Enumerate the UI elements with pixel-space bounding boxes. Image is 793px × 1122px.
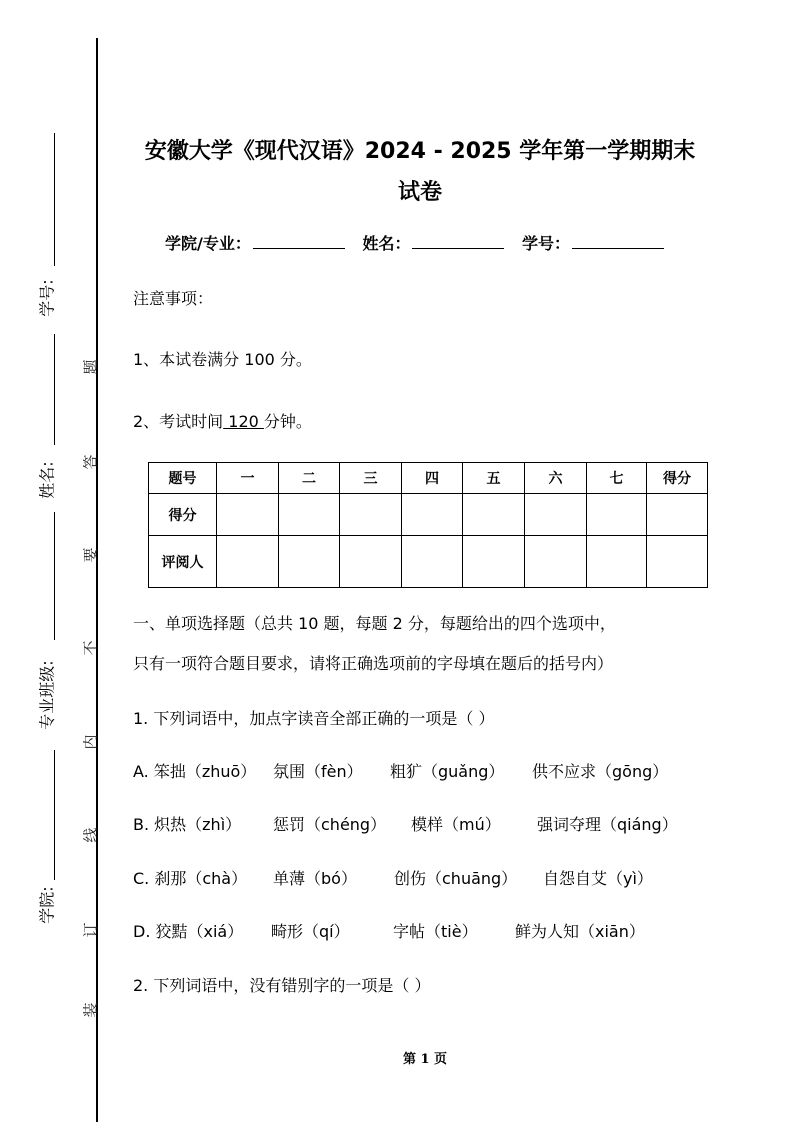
option-word: 氛围（fèn）: [273, 762, 363, 781]
note-item: 1、本试卷满分 100 分。: [133, 350, 312, 369]
margin-label-college: 学院:: [37, 886, 57, 924]
table-header: 得分: [647, 463, 708, 494]
score-table: [148, 462, 708, 588]
seal-char: 内: [81, 734, 100, 750]
option-word: A. 笨拙（zhuō）: [133, 762, 257, 781]
college-field[interactable]: [253, 234, 345, 249]
table-header: 二: [279, 463, 340, 494]
grader-cell[interactable]: [525, 536, 587, 588]
blank-line: [54, 512, 55, 640]
option-word: 创伤（chuāng）: [394, 869, 518, 888]
note-item: [133, 409, 312, 432]
score-cell[interactable]: [647, 494, 708, 536]
grader-cell[interactable]: [217, 536, 279, 588]
option-word: 强词夺理（qiáng）: [537, 815, 678, 834]
name-field[interactable]: [412, 234, 504, 249]
seal-char: 不: [81, 640, 100, 656]
question-2: 2. 下列词语中，没有错别字的一项是（ ）: [133, 976, 431, 995]
seal-char: 装: [81, 1002, 100, 1018]
table-header: 三: [340, 463, 402, 494]
score-cell[interactable]: [279, 494, 340, 536]
option-word: 模样（mú）: [411, 815, 501, 834]
table-header: 七: [587, 463, 647, 494]
score-cell[interactable]: [587, 494, 647, 536]
margin-label-student-id: 学号:: [37, 279, 57, 317]
id-label: 学号：: [522, 234, 571, 253]
option-word: B. 炽热（zhì）: [133, 815, 242, 834]
blank-line: [54, 750, 55, 880]
table-row: [149, 494, 708, 536]
grader-cell[interactable]: [402, 536, 463, 588]
option-word: 供不应求（gōng）: [532, 762, 669, 781]
option-word: D. 狡黠（xiá）: [133, 922, 244, 941]
option-a: [133, 759, 668, 782]
score-cell[interactable]: [340, 494, 402, 536]
margin-label-name: 姓名:: [37, 461, 57, 499]
grader-cell[interactable]: [340, 536, 402, 588]
option-word: 粗犷（guǎng）: [390, 762, 505, 781]
grader-cell[interactable]: [279, 536, 340, 588]
margin-label-class: 专业班级:: [37, 660, 57, 730]
seal-char: 线: [81, 827, 100, 843]
option-word: 单薄（bó）: [273, 869, 357, 888]
table-header: 四: [402, 463, 463, 494]
exam-title: 安徽大学《现代汉语》2024 - 2025 学年第一学期期末: [144, 139, 696, 164]
grader-cell[interactable]: [647, 536, 708, 588]
grader-cell[interactable]: [587, 536, 647, 588]
blank-line: [54, 334, 55, 445]
table-header-row: [149, 463, 708, 494]
score-cell[interactable]: [402, 494, 463, 536]
section-heading: 一、单项选择题（总共 10 题，每题 2 分，每题给出的四个选项中，: [133, 614, 616, 633]
college-label: 学院/专业：: [165, 234, 251, 253]
seal-char: 订: [81, 922, 100, 938]
question-1: 1. 下列词语中，加点字读音全部正确的一项是（ ）: [133, 709, 495, 728]
option-b: [133, 812, 678, 835]
table-row: [149, 536, 708, 588]
option-word: C. 刹那（chà）: [133, 869, 248, 888]
page-number: 第 1 页: [402, 1052, 448, 1067]
table-header: 题号: [149, 463, 217, 494]
row-label: 得分: [149, 494, 217, 536]
student-info-line: [165, 231, 676, 254]
option-word: 畸形（qí）: [271, 922, 350, 941]
seal-char: 要: [81, 547, 100, 563]
option-c: [133, 866, 653, 889]
table-header: 六: [525, 463, 587, 494]
table-header: 一: [217, 463, 279, 494]
exam-duration: 120: [223, 412, 264, 431]
option-word: 惩罚（chéng）: [273, 815, 387, 834]
row-label: 评阅人: [149, 536, 217, 588]
notes-heading: 注意事项：: [133, 289, 214, 308]
seal-char: 答: [81, 454, 100, 470]
exam-title-line2: 试卷: [397, 180, 442, 205]
option-word: 自怨自艾（yì）: [543, 869, 653, 888]
id-field[interactable]: [572, 234, 664, 249]
name-label: 姓名：: [362, 234, 411, 253]
table-header: 五: [463, 463, 525, 494]
section-heading-line2: 只有一项符合题目要求，请将正确选项前的字母填在题后的括号内）: [133, 654, 614, 673]
score-cell[interactable]: [525, 494, 587, 536]
note-text: 2、考试时间: [133, 412, 224, 431]
option-word: 字帖（tiè）: [393, 922, 478, 941]
note-text: 分钟。: [263, 412, 312, 431]
score-cell[interactable]: [463, 494, 525, 536]
option-d: [133, 919, 645, 942]
score-cell[interactable]: [217, 494, 279, 536]
seal-char: 题: [81, 359, 100, 375]
option-word: 鲜为人知（xiān）: [515, 922, 645, 941]
grader-cell[interactable]: [463, 536, 525, 588]
